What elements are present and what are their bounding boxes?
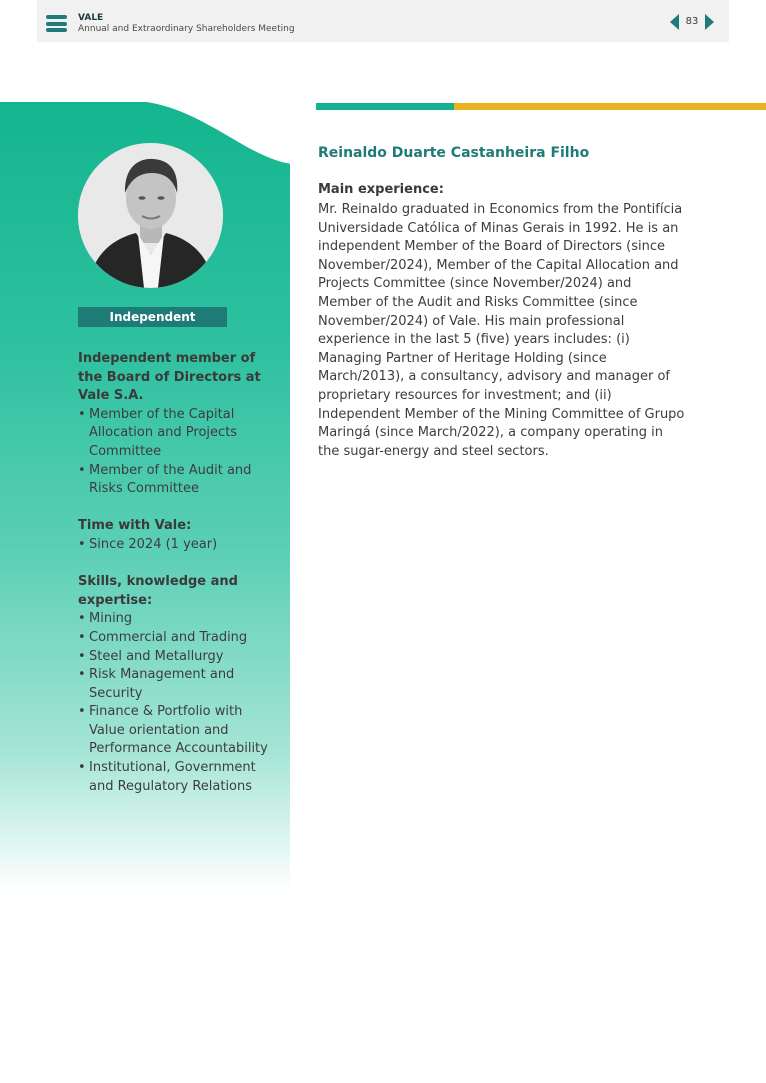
- experience-text: Mr. Reinaldo graduated in Economics from the Pontifícia Universidade Católica of Minas Gerais in 1992. He is an independent Member of the Board of Directors (since November/2024), Member of the Capital Allocation and Projects Committee (since November/2024) and Member of the Audit and Risks Committee (since November/2024) of Vale. His main professional experience in the last 5 (five) years includes: (i) Managing Partner of Heritage Holding (since March/2013), a consultancy, advisory and manager of proprietary resources for investment; and (ii) Independent Member of the Mining Committee of Grupo Maringá (since March/2022), a company operating in the sugar-energy and steel sectors.: [318, 202, 685, 459]
- page-number: 83: [685, 16, 699, 27]
- accent-bar-teal: [316, 103, 454, 110]
- tenure-list: [78, 536, 278, 555]
- board-role-heading: Independent member of the Board of Directors at Vale S.A.: [78, 351, 261, 404]
- list-item: • Risk Management and Security: [78, 666, 278, 703]
- list-item: • Commercial and Trading: [78, 629, 278, 648]
- list-item: • Mining: [78, 610, 278, 629]
- list-item: • Member of the Audit and Risks Committee: [78, 462, 278, 499]
- profile-photo: [78, 143, 223, 288]
- skills-heading: Skills, knowledge and expertise:: [78, 574, 238, 608]
- menu-icon[interactable]: [46, 15, 67, 32]
- status-badge: Independent: [78, 307, 227, 327]
- list-item: • Member of the Capital Allocation and Projects Committee: [78, 406, 278, 462]
- skills-list: [78, 610, 278, 796]
- previous-page-icon[interactable]: [670, 14, 679, 30]
- accent-bar-gold: [454, 103, 766, 110]
- document-subtitle: Annual and Extraordinary Shareholders Meeting: [78, 24, 295, 34]
- list-item: • Finance & Portfolio with Value orientation and Performance Accountability: [78, 703, 278, 759]
- committee-list: [78, 406, 278, 499]
- brand-name: VALE: [78, 13, 104, 23]
- page-header: [37, 0, 729, 42]
- next-page-icon[interactable]: [705, 14, 714, 30]
- tenure-heading: Time with Vale:: [78, 518, 192, 534]
- person-name: Reinaldo Duarte Castanheira Filho: [318, 145, 590, 161]
- profile-details: [78, 350, 278, 815]
- list-item: • Since 2024 (1 year): [78, 536, 278, 555]
- list-item: • Steel and Metallurgy: [78, 648, 278, 667]
- list-item: • Institutional, Government and Regulatory Relations: [78, 759, 278, 796]
- experience-heading: Main experience:: [318, 182, 444, 197]
